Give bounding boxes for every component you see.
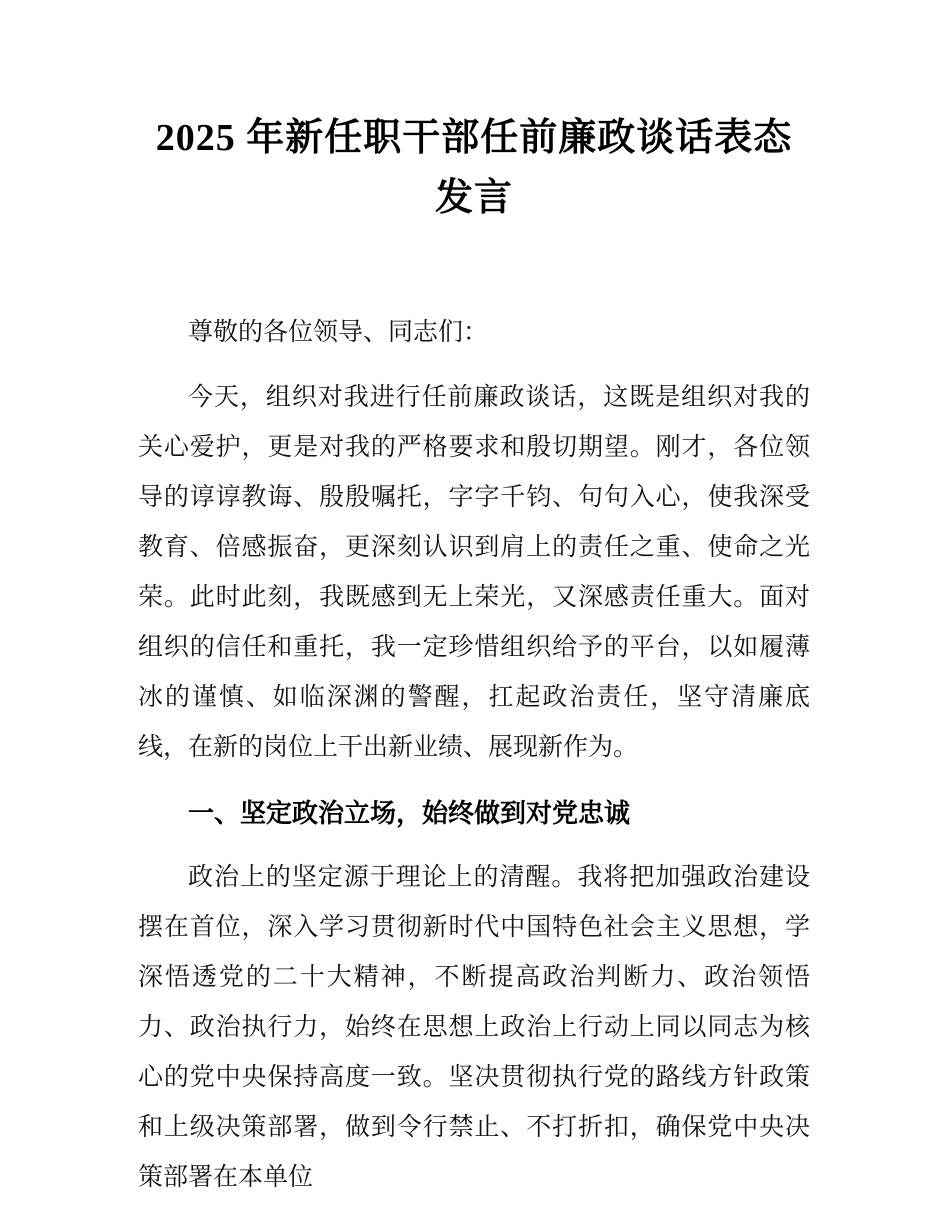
salutation-line: 尊敬的各位领导、同志们： <box>188 319 489 346</box>
document-title: 2025 年新任职干部任前廉政谈话表态发言 <box>155 117 793 219</box>
paragraph-opening: 今天，组织对我进行任前廉政谈话，这既是组织对我的关心爱护，更是对我的严格要求和殷切期望。刚才，各位领导的谆谆教诲、殷殷嘱托，字字千钧、句句入心，使我深受教育、倍感振奋，更深刻认识到肩上的责任之重、使命之光荣。此时此刻，我既感到无上荣光，又深感责任重大。面对组织的信任和重托，我一定珍惜组织给予的平台，以如履薄冰的谨慎、如临深渊的警醒，扛起政治责任，坚守清廉底线，在新的岗位上干出新业绩、展现新作为。 <box>138 384 810 761</box>
paragraph-section-1: 政治上的坚定源于理论上的清醒。我将把加强政治建设摆在首位，深入学习贯彻新时代中国特色社会主义思想，学深悟透党的二十大精神，不断提高政治判断力、政治领悟力、政治执行力，始终在思想上政治上行动上同以同志为核心的党中央保持高度一致。坚决贯彻执行党的路线方针政策和上级决策部署，做到令行禁止、不打折扣，确保党中央决策部署在本单位 <box>138 864 810 1191</box>
section-heading-1: 一、坚定政治立场，始终做到对党忠诚 <box>188 798 631 828</box>
